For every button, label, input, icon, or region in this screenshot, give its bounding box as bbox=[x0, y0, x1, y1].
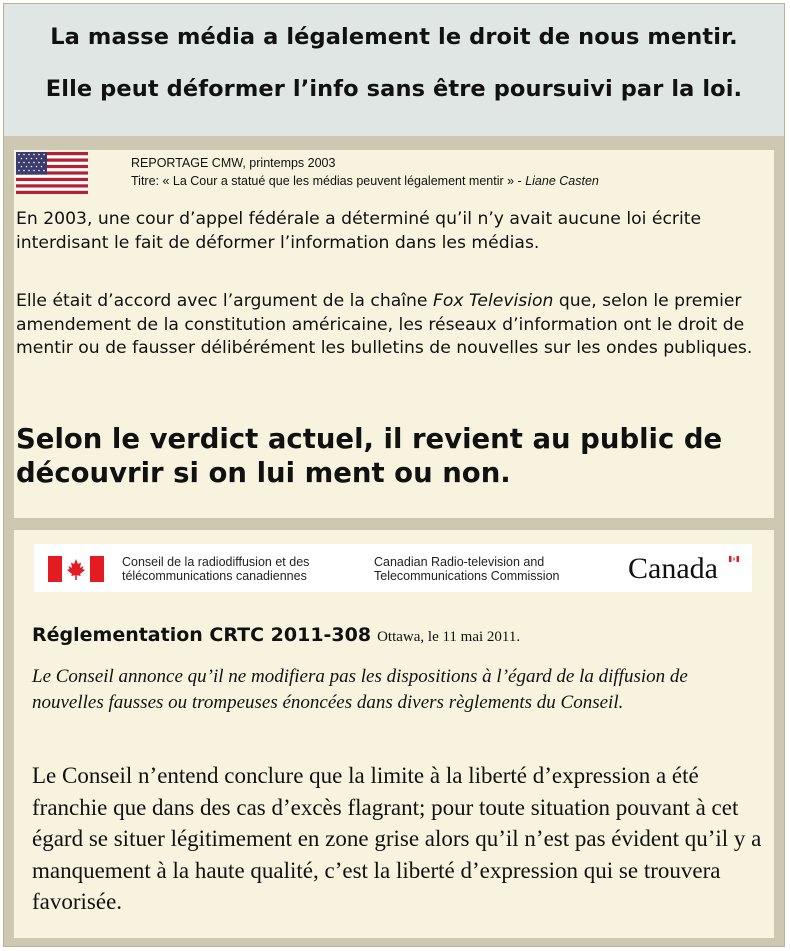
header-banner bbox=[4, 4, 784, 136]
report-title-text: Titre: « La Cour a statué que les médias peuvent légalement mentir » - bbox=[131, 174, 522, 188]
crtc-name-fr bbox=[122, 555, 309, 583]
report-paragraph-1: En 2003, une cour d’appel fédérale a déterminé qu’il n’y avait aucune loi écrite interdisant le fait de déformer l’information dans les médias. bbox=[16, 209, 702, 253]
paragraph-2-start: Elle était d’accord avec l’argument de la chaîne bbox=[16, 291, 433, 311]
canada-flag-icon bbox=[48, 556, 104, 582]
crtc-name-fr-line-2: télécommunications canadiennes bbox=[122, 569, 307, 583]
crtc-name-en-line-1: Canadian Radio-television and bbox=[374, 555, 545, 569]
report-title bbox=[131, 174, 599, 188]
regulation-body: Le Conseil n’entend conclure que la limite à la liberté d’expression a été franchie que dans des cas d’excès flagrant; pour toute situation pouvant à cet égard se situer légitimement en zone grise alors qu’il n’est pas évident qu’il y a manquement à la haute qualité, c’est la liberté d’expression qui se trouvera favorisée. bbox=[32, 763, 762, 914]
us-flag-icon bbox=[16, 152, 88, 194]
canada-wordmark: Canada bbox=[628, 552, 718, 585]
poster-frame bbox=[3, 3, 785, 947]
regulation-date: Ottawa, le 11 mai 2011. bbox=[377, 629, 521, 645]
report-author: Liane Casten bbox=[525, 174, 599, 188]
report-paragraph-2 bbox=[16, 290, 768, 361]
crtc-panel bbox=[14, 530, 774, 938]
crtc-logo-banner bbox=[34, 544, 752, 592]
headline-line-1: La masse média a légalement le droit de nous mentir. bbox=[50, 24, 738, 50]
regulation-code: Réglementation CRTC 2011-308 bbox=[32, 624, 372, 646]
regulation-summary: Le Conseil annonce qu’il ne modifiera pas les dispositions à l’égard de la diffusion de nouvelles fausses ou trompeuses énoncées dans divers règlements du Conseil. bbox=[32, 666, 688, 713]
crtc-name-fr-line-1: Conseil de la radiodiffusion et des bbox=[122, 555, 310, 569]
wordmark-flag-icon bbox=[729, 556, 739, 562]
paragraph-2-end: que, selon le premier amendement de la constitution américaine, les réseaux d’information ont le droit de mentir ou de fausser délibérément les bulletins de nouvelles sur les ondes publiques. bbox=[16, 291, 753, 358]
report-panel bbox=[14, 150, 774, 518]
crtc-name-en-line-2: Telecommunications Commission bbox=[374, 569, 560, 583]
regulation-heading bbox=[32, 624, 520, 646]
crtc-name-en bbox=[374, 555, 559, 583]
verdict-statement: Selon le verdict actuel, il revient au public de découvrir si on lui ment ou non. bbox=[16, 423, 723, 489]
headline-line-2: Elle peut déformer l’info sans être poursuivi par la loi. bbox=[45, 76, 743, 102]
network-name: Fox Television bbox=[432, 291, 554, 311]
report-source: REPORTAGE CMW, printemps 2003 bbox=[131, 156, 336, 170]
